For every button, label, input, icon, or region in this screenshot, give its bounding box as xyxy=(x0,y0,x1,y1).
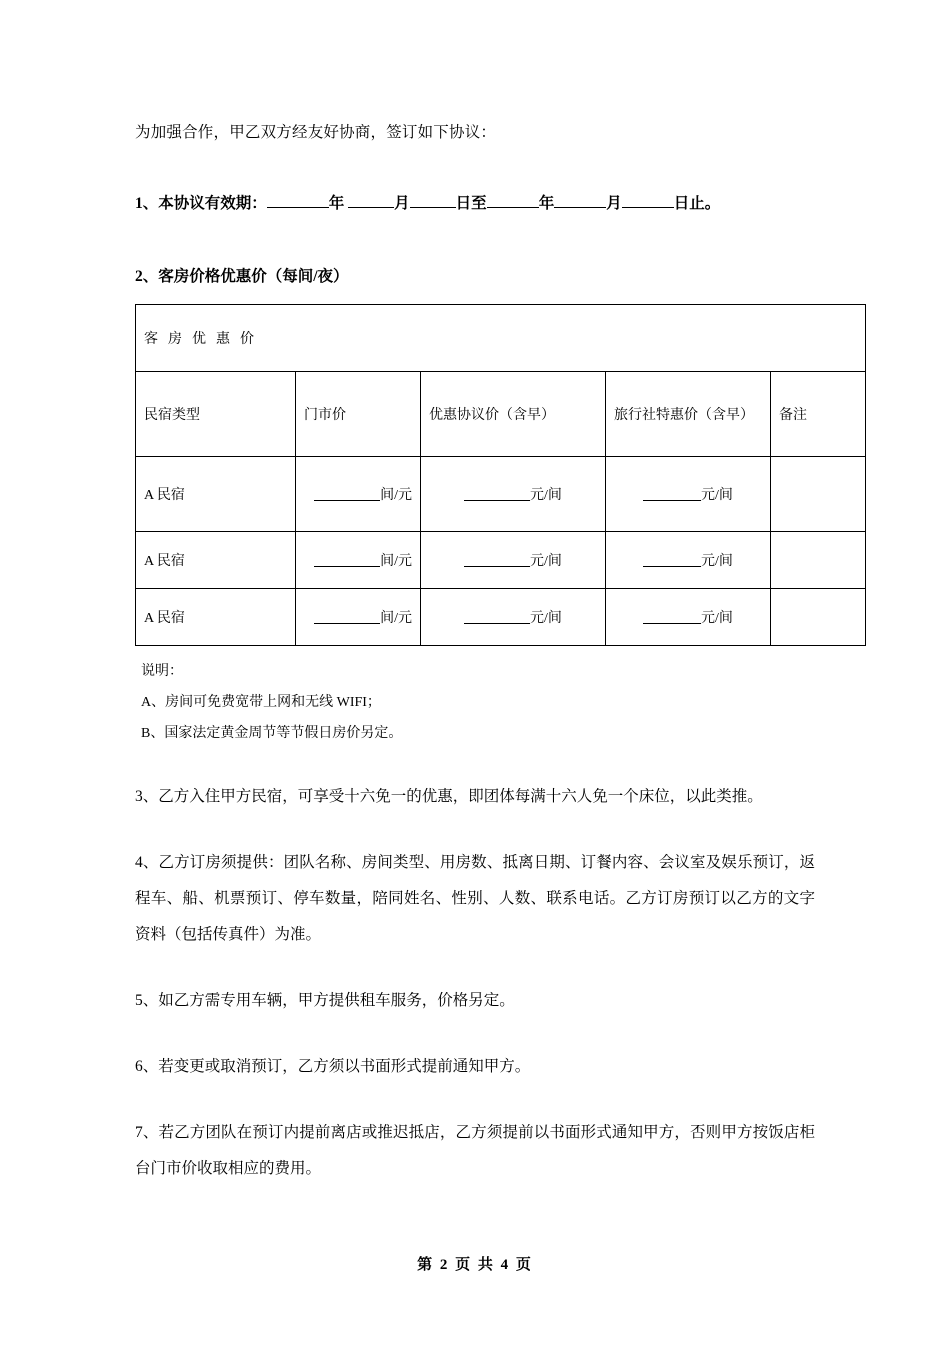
row-agreement-cell xyxy=(421,457,606,532)
travel-blank xyxy=(643,552,701,567)
rack-blank xyxy=(314,552,380,567)
travel-blank xyxy=(643,609,701,624)
clause-3: 3、乙方入住甲方民宿，可享受十六免一的优惠，即团体每满十六人免一个床位，以此类推。 xyxy=(135,788,763,805)
row-travel-cell xyxy=(606,457,771,532)
row-remark xyxy=(771,457,866,532)
note-item: A、房间可免费宽带上网和无线 WIFI； xyxy=(141,695,381,710)
page-footer: 第 2 页 共 4 页 xyxy=(417,1257,533,1273)
validity-year2-label: 年 xyxy=(538,195,555,212)
validity-year1-label: 年 xyxy=(328,195,345,212)
validity-day2-label: 日止。 xyxy=(673,195,721,212)
price-table xyxy=(135,304,866,646)
row-travel-unit: 元/间 xyxy=(701,554,733,569)
row-travel-cell xyxy=(606,589,771,646)
section-2-title: 2、客房价格优惠价（每间/夜） xyxy=(135,268,349,285)
row-agreement-unit: 元/间 xyxy=(530,554,562,569)
notes-block xyxy=(141,656,815,749)
clause-7: 7、若乙方团队在预订内提前离店或推迟抵店，乙方须提前以书面形式通知甲方，否则甲方按饭店柜台门市价收取相应的费用。 xyxy=(135,1124,815,1177)
table-row xyxy=(136,589,866,646)
header-remark: 备注 xyxy=(771,372,866,457)
row-travel-cell xyxy=(606,532,771,589)
table-row xyxy=(136,532,866,589)
row-agreement-unit: 元/间 xyxy=(530,611,562,626)
clause-5: 5、如乙方需专用车辆，甲方提供租车服务，价格另定。 xyxy=(135,992,515,1009)
clause-4: 4、乙方订房须提供：团队名称、房间类型、用房数、抵离日期、订餐内容、会议室及娱乐预订，返程车、船、机票预订、停车数量，陪同姓名、性别、人数、联系电话。乙方订房预订以乙方的文字资料（包括传真件）为准。 xyxy=(135,854,815,943)
validity-prefix: 1、本协议有效期： xyxy=(135,195,267,212)
table-header-row xyxy=(136,372,866,457)
validity-line xyxy=(135,190,815,218)
agreement-blank xyxy=(464,486,530,501)
row-rack-unit: 间/元 xyxy=(380,554,412,569)
agreement-blank xyxy=(464,552,530,567)
note-item: B、国家法定黄金周节等节假日房价另定。 xyxy=(141,726,403,741)
rack-blank xyxy=(314,486,380,501)
row-rack-cell xyxy=(296,457,421,532)
validity-month1-label: 月 xyxy=(394,195,410,212)
notes-label: 说明： xyxy=(141,664,183,679)
clause-6: 6、若变更或取消预订，乙方须以书面形式提前通知甲方。 xyxy=(135,1058,531,1075)
validity-year1-blank xyxy=(267,192,329,208)
validity-day2-blank xyxy=(622,192,674,208)
row-agreement-cell xyxy=(421,589,606,646)
row-type: A 民宿 xyxy=(136,532,296,589)
validity-year2-blank xyxy=(487,192,539,208)
row-travel-unit: 元/间 xyxy=(701,611,733,626)
row-type: A 民宿 xyxy=(136,589,296,646)
validity-day1-label: 日至 xyxy=(455,195,487,212)
header-rack-price: 门市价 xyxy=(296,372,421,457)
travel-blank xyxy=(643,486,701,501)
row-remark xyxy=(771,589,866,646)
validity-month2-label: 月 xyxy=(606,195,622,212)
row-rack-unit: 间/元 xyxy=(380,488,412,503)
row-rack-unit: 间/元 xyxy=(380,611,412,626)
table-row xyxy=(136,457,866,532)
agreement-blank xyxy=(464,609,530,624)
row-agreement-unit: 元/间 xyxy=(530,488,562,503)
validity-day1-blank xyxy=(410,192,456,208)
row-travel-unit: 元/间 xyxy=(701,488,733,503)
row-rack-cell xyxy=(296,589,421,646)
row-agreement-cell xyxy=(421,532,606,589)
row-type: A 民宿 xyxy=(136,457,296,532)
header-agreement-price: 优惠协议价（含早） xyxy=(421,372,606,457)
validity-month1-blank xyxy=(348,192,394,208)
row-rack-cell xyxy=(296,532,421,589)
header-travel-price: 旅行社特惠价（含早） xyxy=(606,372,771,457)
intro-paragraph: 为加强合作，甲乙双方经友好协商，签订如下协议： xyxy=(135,124,497,141)
table-caption: 客房优惠价 xyxy=(136,305,866,372)
table-caption-row xyxy=(136,305,866,372)
validity-month2-blank xyxy=(554,192,606,208)
row-remark xyxy=(771,532,866,589)
header-type: 民宿类型 xyxy=(136,372,296,457)
rack-blank xyxy=(314,609,380,624)
